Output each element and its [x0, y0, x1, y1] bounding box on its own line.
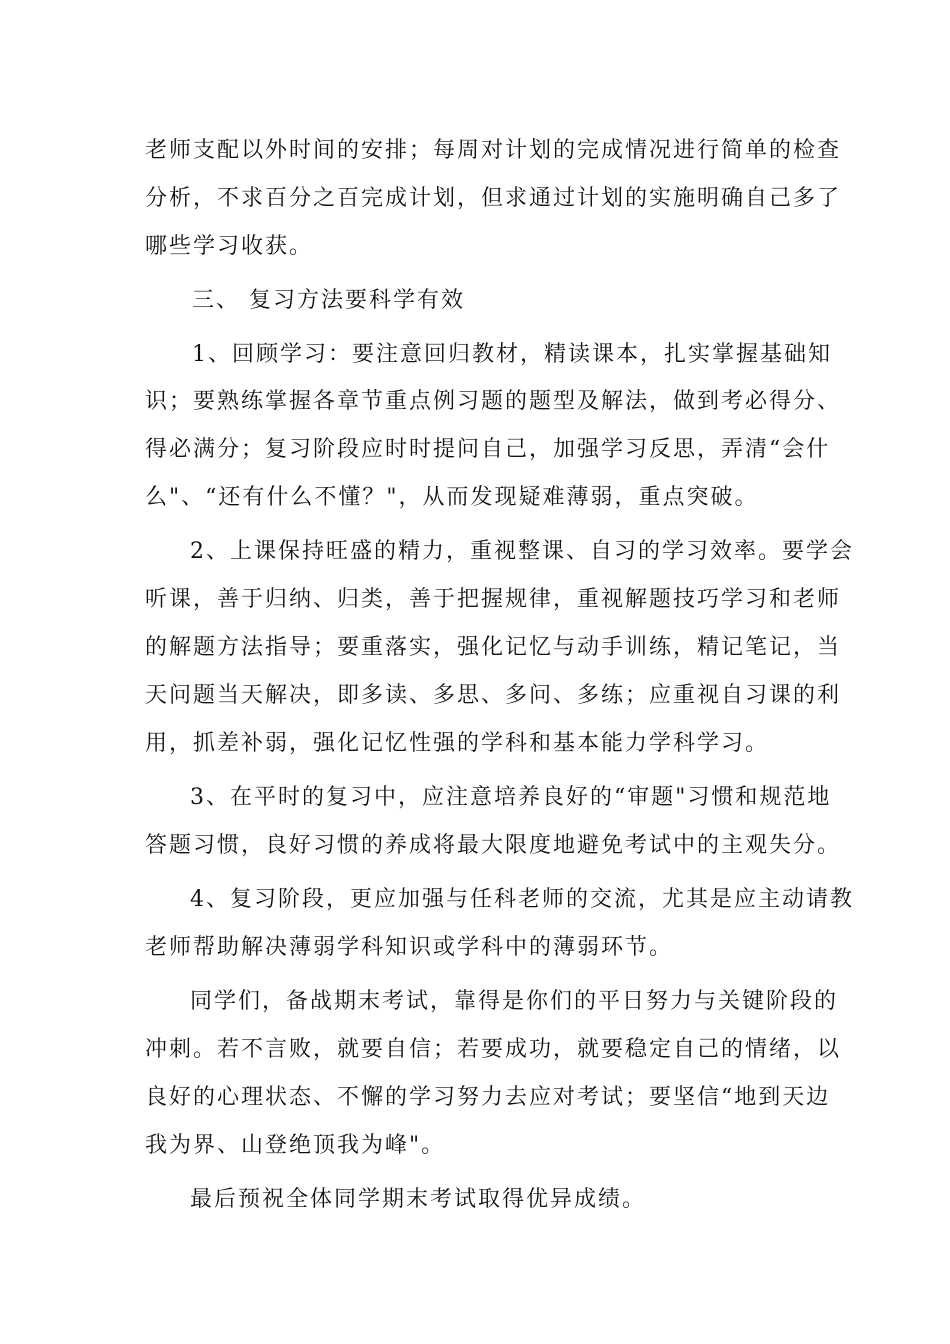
text-line: 哪些学习收获。: [145, 234, 314, 259]
text-line: 良好的心理状态、不懈的学习努力去应对考试；要坚信“地到天边: [145, 1085, 831, 1110]
text-line: 么"、“还有什么不懂？"，从而发现疑难薄弱，重点突破。: [145, 485, 759, 510]
text-line: 天问题当天解决，即多读、多思、多问、多练；应重视自习课的利: [145, 683, 842, 708]
text-line: 3、在平时的复习中，应注意培养良好的“审题"习惯和规范地: [190, 785, 832, 810]
text-line: 答题习惯，良好习惯的养成将最大限度地避免考试中的主观失分。: [145, 833, 842, 858]
text-line: 老师支配以外时间的安排；每周对计划的完成情况进行简单的检查: [145, 138, 842, 163]
text-line: 得必满分；复习阶段应时时提问自己，加强学习反思，弄清“会什: [145, 437, 831, 462]
text-line: 用，抓差补弱，强化记忆性强的学科和基本能力学科学习。: [145, 731, 770, 756]
section-heading: 三、 复习方法要科学有效: [192, 288, 465, 313]
text-line: 2、上课保持旺盛的精力，重视整课、自习的学习效率。要学会: [190, 539, 854, 564]
text-line: 分析，不求百分之百完成计划，但求通过计划的实施明确自己多了: [145, 186, 842, 211]
text-line: 4、复习阶段，更应加强与任科老师的交流，尤其是应主动请教: [190, 887, 854, 912]
closing-line: 最后预祝全体同学期末考试取得优异成绩。: [190, 1187, 647, 1212]
text-line: 我为界、山登绝顶我为峰"。: [145, 1133, 446, 1158]
text-line: 的解题方法指导；要重落实，强化记忆与动手训练，精记笔记，当: [145, 635, 842, 660]
text-line: 同学们，备战期末考试，靠得是你们的平日努力与关键阶段的: [190, 989, 839, 1014]
text-line: 听课，善于归纳、归类，善于把握规律，重视解题技巧学习和老师: [145, 587, 842, 612]
text-line: 1、回顾学习：要注意回归教材，精读课本，扎实掌握基础知: [192, 342, 832, 367]
text-line: 识；要熟练掌握各章节重点例习题的题型及解法，做到考必得分、: [145, 389, 842, 414]
text-line: 冲刺。若不言败，就要自信；若要成功，就要稳定自己的情绪，以: [145, 1037, 842, 1062]
text-line: 老师帮助解决薄弱学科知识或学科中的薄弱环节。: [145, 935, 674, 960]
